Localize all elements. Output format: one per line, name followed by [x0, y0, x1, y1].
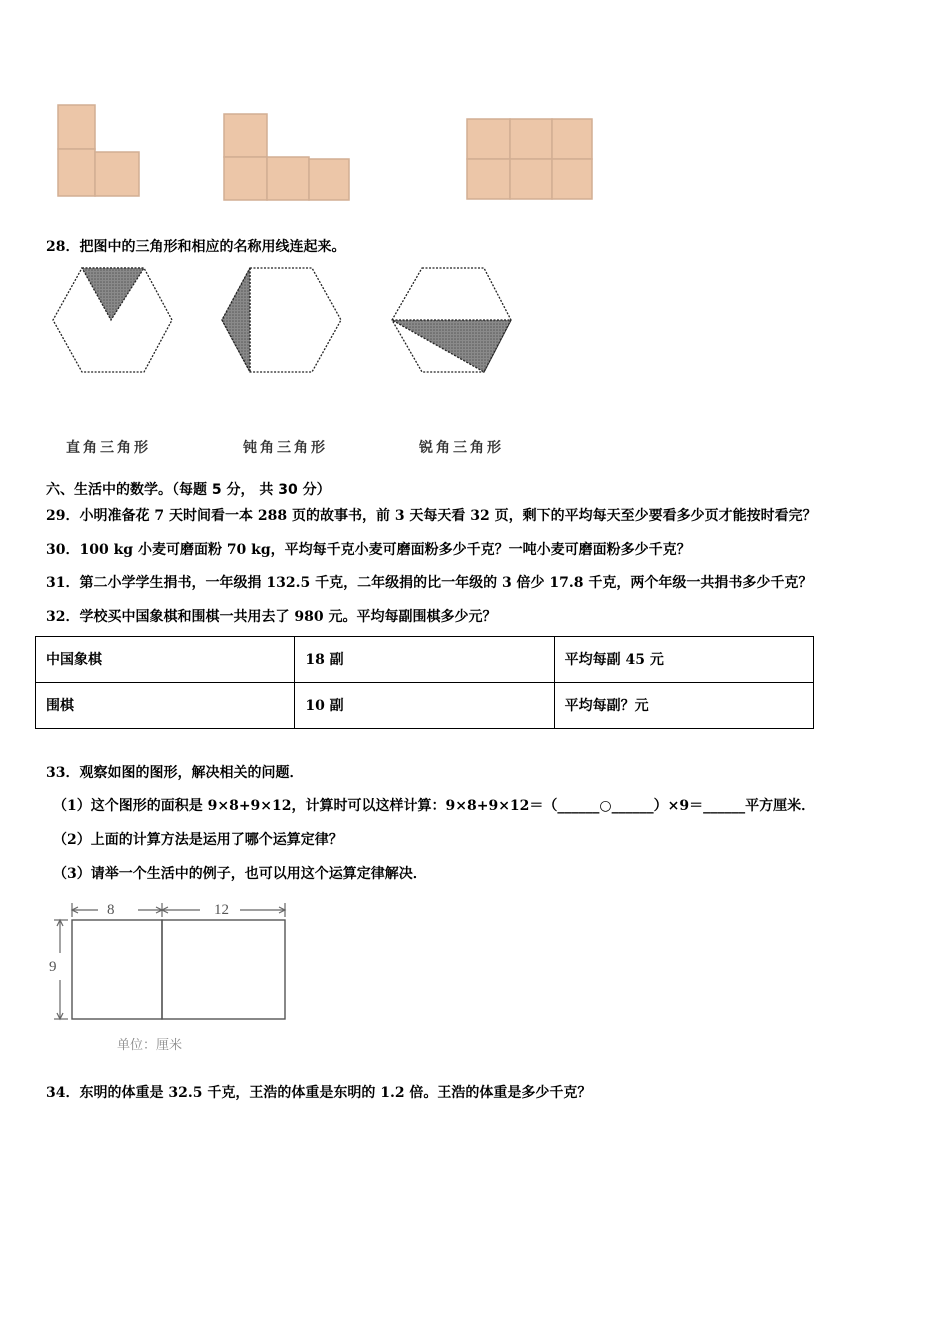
q31-line [46, 572, 812, 592]
rectangle-figure [40, 895, 300, 1060]
q33-line [46, 762, 303, 782]
obtuse-triangle [222, 268, 250, 372]
q28-line [46, 236, 345, 256]
label-acute-triangle: 锐角三角形 [419, 440, 504, 456]
table-row [36, 637, 814, 683]
block-square [510, 119, 552, 159]
hexagon-triangles-figure [40, 260, 530, 380]
dim-width-left: 8 [107, 902, 115, 918]
table-cell: 平均每副？元 [554, 683, 813, 729]
unit-label: 单位：厘米 [117, 1038, 183, 1053]
q29-number: 29． [46, 508, 80, 524]
q32-line [46, 606, 496, 626]
q34-text: 东明的体重是 32.5 千克，王浩的体重是东明的 1.2 倍。王浩的体重是多少千克？ [79, 1085, 592, 1101]
table-cell: 围棋 [36, 683, 295, 729]
q31-number: 31． [46, 575, 80, 591]
q34-line [46, 1082, 591, 1102]
table-row [36, 683, 814, 729]
block-square [467, 159, 510, 199]
block-square [58, 105, 95, 149]
table-cell: 18 副 [295, 637, 554, 683]
q33-sub3: （3）请举一个生活中的例子，也可以用这个运算定律解决． [53, 866, 427, 882]
block-square [552, 159, 592, 199]
q33-text: 观察如图的图形，解决相关的问题． [79, 765, 304, 781]
q33-sub1: （1）这个图形的面积是 9×8+9×12，计算时可以这样计算：9×8+9×12＝（______○______）×9＝______平方厘米． [53, 798, 816, 814]
q30-text: 100 kg 小麦可磨面粉 70 kg，平均每千克小麦可磨面粉多少千克？一吨小麦可磨面粉多少千克？ [79, 542, 691, 558]
table-cell: 平均每副 45 元 [554, 637, 813, 683]
dim-height: 9 [49, 959, 57, 975]
rect-right [162, 920, 285, 1019]
label-right-triangle: 直角三角形 [66, 440, 151, 456]
q28-text: 把图中的三角形和相应的名称用线连起来。 [79, 239, 346, 255]
table-cell: 中国象棋 [36, 637, 295, 683]
q31-text: 第二小学学生捐书，一年级捐 132.5 千克，二年级捐的比一年级的 3 倍少 17.8 千克，两个年级一共捐书多少千克？ [79, 575, 813, 591]
q29-text: 小明准备花 7 天时间看一本 288 页的故事书，前 3 天每天看 32 页，剩下的平均每天至少要看多少页才能按时看完？ [79, 508, 817, 524]
block-square [224, 157, 267, 200]
block-square [58, 149, 95, 196]
label-obtuse-triangle: 钝角三角形 [243, 440, 328, 456]
blocks-figure [50, 100, 610, 205]
rect-left [72, 920, 162, 1019]
q34-number: 34． [46, 1085, 80, 1101]
block-square [467, 119, 510, 159]
section-title: 六、生活中的数学。（每题 5 分， 共 30 分） [46, 482, 331, 498]
table-cell: 10 副 [295, 683, 554, 729]
q29-line [46, 505, 817, 525]
acute-triangle [82, 268, 144, 320]
q30-line [46, 539, 691, 559]
dim-width-right: 12 [214, 902, 229, 918]
q33-sub2: （2）上面的计算方法是运用了哪个运算定律？ [53, 832, 343, 848]
q33-number: 33． [46, 765, 80, 781]
q28-number: 28． [46, 239, 80, 255]
q30-number: 30． [46, 542, 80, 558]
block-square [510, 159, 552, 199]
q32-text: 学校买中国象棋和围棋一共用去了 980 元。平均每副围棋多少元？ [79, 609, 497, 625]
block-square [224, 114, 267, 157]
block-square [95, 152, 139, 196]
block-square [552, 119, 592, 159]
block-square [309, 159, 349, 200]
chess-table [35, 636, 814, 729]
right-triangle [392, 320, 511, 372]
q32-number: 32． [46, 609, 80, 625]
block-square [267, 157, 309, 200]
